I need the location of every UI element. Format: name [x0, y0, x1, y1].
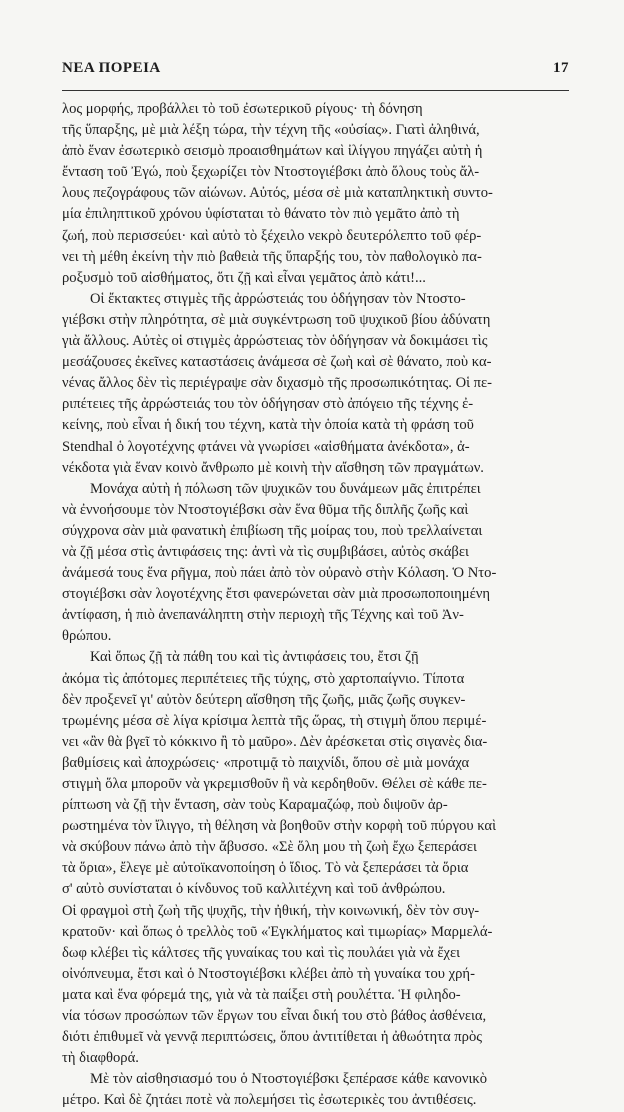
text-line: κείνης, ποὺ εἶναι ἡ δική του τέχνη, κατὰ τὴν ὁποία κατὰ τὴ φράση τοῦ — [62, 417, 474, 434]
text-line: νὰ σκύβουν πάνω ἀπὸ τὴν ἄβυσσο. «Σὲ ὅλη μου τὴ ζωὴ ἔχω ξεπεράσει — [62, 839, 477, 856]
text-line: διότι ἐπιθυμεῖ νὰ γεννᾷ περιπτώσεις, ὅπου ἀντιτίθεται ἡ ἀθωότητα πρὸς — [62, 1029, 483, 1046]
paragraph-start-line: Οἱ ἔκτακτες στιγμὲς τῆς ἀρρώστειάς του ὁδήγησαν τὸν Ντοστο- — [90, 290, 466, 307]
text-line: ριπέτειες τῆς ἀρρώστειάς του τὸν ὁδήγησαν στὸ ἀπόγειο τῆς τέχνης ἐ- — [62, 396, 474, 413]
text-line: τρωμένης μέσα σὲ λίγα κρίσιμα λεπτὰ τῆς ὥρας, τὴ στιγμὴ ὅπου περιμέ- — [62, 712, 487, 729]
text-line: νία τόσων προσώπων τῶν ἔργων του εἶναι δική του στὸ βάθος ἀσθένεια, — [62, 1008, 487, 1025]
paragraph-start-line: Μονάχα αὐτὴ ἡ πόλωση τῶν ψυχικῶν του δυνάμεων μᾶς ἐπιτρέπει — [90, 480, 481, 497]
text-line: στογιέβσκι σὰν λογοτέχνης ἔτσι φανερώνεται σὰν μιὰ προσωποποιημένη — [62, 586, 490, 603]
paragraph-start-line: Καὶ ὅπως ζῇ τὰ πάθη του καὶ τὶς ἀντιφάσεις του, ἔτσι ζῇ — [90, 649, 419, 666]
body-text — [62, 99, 569, 1112]
text-line: νὰ ζῇ μέσα στὶς ἀντιφάσεις της: ἀντὶ νὰ τὶς συμβιβάσει, αὐτὸς σκάβει — [62, 543, 469, 560]
text-line: βαθμίσεις καὶ ἀποχρώσεις· «προτιμᾷ τὸ παιχνίδι, ὅπου σὲ μιὰ μονάχα — [62, 754, 470, 771]
text-line: ρίπτωση νὰ ζῇ τὴν ἔνταση, σὰν τοὺς Καραμαζώφ, ποὺ διψοῦν ἀρ- — [62, 797, 448, 814]
text-line: νέκδοτα γιὰ ἕναν κοινὸ ἄνθρωπο μὲ κοινὴ τὴν αἴσθηση τῶν πραγμάτων. — [62, 459, 484, 476]
text-line: ἀκόμα τὶς ἀπότομες περιπέτειες τῆς τύχης, στὸ χαρτοπαίγνιο. Τίποτα — [62, 670, 465, 687]
text-line: Stendhal ὁ λογοτέχνης φτάνει νὰ γνωρίσει «αἰσθήματα ἀνέκδοτα», ἀ- — [62, 438, 470, 455]
text-line: στιγμὴ ὅλα μποροῦν νὰ γκρεμισθοῦν ἢ νὰ κερδηθοῦν. Θέλει σὲ κάθε πε- — [62, 776, 487, 792]
page-number: 17 — [553, 60, 569, 76]
text-line: οἰνόπνευμα, ἔτσι καὶ ὁ Ντοστογιέβσκι κλέβει ἀπὸ τὴ γυναίκα του χρή- — [62, 965, 475, 982]
text-line: λος μορφής, προβάλλει τὸ τοῦ ἐσωτερικοῦ ρίγους· τὴ δόνηση — [62, 101, 423, 117]
text-line: σ' αὐτὸ συνίσταται ὁ κίνδυνος τοῦ καλλιτέχνη καὶ τοῦ ἀνθρώπου. — [62, 881, 446, 898]
text-line: νει «ἂν θὰ βγεῖ τὸ κόκκινο ἢ τὸ μαῦρο». Δὲν ἀρέσκεται στὶς σιγανὲς δια- — [62, 733, 488, 750]
text-line: τῆς ὕπαρξης, μὲ μιὰ λέξη τώρα, τὴν τέχνη τῆς «οὐσίας». Γιατὶ ἀληθινά, — [62, 122, 480, 139]
text-line: νει τὴ μέθη ἐκείνη τὴν πιὸ βαθειὰ τῆς ὕπαρξής του, τὸν παθολογικὸ πα- — [62, 248, 482, 265]
paragraph-start-line: Μὲ τὸν αἰσθησιασμό του ὁ Ντοστογιέβσκι ξεπέρασε κάθε κανονικὸ — [90, 1071, 488, 1088]
text-line: ματα καὶ ἕνα φόρεμά της, γιὰ νὰ τὰ παίξει στὴ ρουλέττα. Ἡ φιληδο- — [62, 986, 461, 1003]
text-line: γιὰ ἄλλους. Αὐτὲς οἱ στιγμὲς ἀρρώστειας τὸν ὁδήγησαν νὰ δοκιμάσει τὶς — [62, 333, 488, 350]
text-line: Οἱ φραγμοὶ στὴ ζωὴ τῆς ψυχῆς, τὴν ἠθική, τὴν κοινωνική, δὲν τὸν συγ- — [62, 902, 480, 919]
text-line: ζωή, ποὺ περισσεύει· καὶ αὐτὸ τὸ ξέχειλο νεκρὸ δευτερόλεπτο τοῦ φέρ- — [62, 227, 482, 244]
text-line: θρώπου. — [62, 628, 112, 645]
header-rule — [62, 90, 569, 91]
text-line: δὲν προξενεῖ γι' αὐτὸν δεύτερη αἴσθηση τῆς ζωῆς, μιᾶς ζωῆς συγκεν- — [62, 691, 466, 708]
text-line: νὰ ἐννοήσουμε τὸν Ντοστογιέβσκι σὰν ἕνα θῦμα τῆς διπλῆς ζωῆς καὶ — [62, 501, 469, 518]
text-line: ροξυσμὸ τοῦ αἰσθήματος, ὅτι ζῇ καὶ εἶναι γεμᾶτος ἀπὸ κάτι!... — [62, 269, 426, 286]
text-line: ἀντίφαση, ἡ πιὸ ἀνεπανάληπτη στὴν περιοχὴ τῆς Τέχνης καὶ τοῦ Ἀν- — [62, 607, 464, 624]
text-line: τὴ διαφθορά. — [62, 1050, 139, 1067]
text-line: ρωστημένα τὸν ἴλιγγο, τὴ θέληση νὰ βοηθοῦν στὴν κορφὴ τοῦ πύργου καὶ — [62, 818, 496, 835]
text-line: ἔνταση τοῦ Ἐγώ, ποὺ ξεχωρίζει τὸν Ντοστογιέβσκι ἀπὸ ὅλους τοὺς ἄλ- — [62, 164, 480, 181]
text-line: τὰ ὅρια», ἔλεγε μὲ αὐτοϊκανοποίηση ὁ ἴδιος. Τὸ νὰ ξεπεράσει τὰ ὅρια — [62, 860, 469, 877]
text-line: νένας ἄλλος δὲν τὶς περιέγραψε σὰν διχασμὸ τῆς προσωπικότητας. Οἱ πε- — [62, 375, 493, 392]
text-line: μέτρο. Καὶ δὲ ζητάει ποτὲ νὰ πολεμήσει τὶς ἐσωτερικὲς του ἀντιθέσεις. — [62, 1092, 477, 1109]
text-line: κρατοῦν· καὶ ὅπως ὁ τρελλὸς τοῦ «Ἐγκλήματος καὶ τιμωρίας» Μαρμελά- — [62, 923, 493, 940]
journal-title: ΝΕΑ ΠΟΡΕΙΑ — [62, 60, 161, 76]
text-line: λους πεζογράφους τῶν αἰώνων. Αὐτός, μέσα σὲ μιὰ καταπληκτικὴ συντο- — [62, 185, 493, 202]
text-line: σύγχρονα σὰν μιὰ φανατικὴ ἐπιβίωση τῆς μοίρας του, ποὺ τρελλαίνεται — [62, 522, 483, 539]
text-line: ἀνάμεσά τους ἕνα ρῆγμα, ποὺ πάει ἀπὸ τὸν οὐρανὸ στὴν Κόλαση. Ὁ Ντο- — [62, 565, 497, 582]
text-line: ἀπὸ ἕναν ἐσωτερικὸ σεισμὸ προαισθημάτων καὶ ἰλίγγου πηγάζει αὐτὴ ἡ — [62, 143, 483, 160]
running-header — [62, 60, 569, 84]
text-line: γιέβσκι στὴν πληρότητα, σὲ μιὰ συγκέντρωση τοῦ ψυχικοῦ βίου ἀδύνατη — [62, 311, 491, 328]
text-line: δωφ κλέβει τὶς κάλτσες τῆς γυναίκας του καὶ τὶς πουλάει γιὰ νὰ ἔχει — [62, 944, 461, 961]
text-line: μία ἐπιληπτικοῦ χρόνου ὑφίσταται τὸ θάνατο τὸν πιὸ γεμᾶτο ἀπὸ τὴ — [62, 206, 460, 223]
text-line: μεσάζουσες ἐκεῖνες καταστάσεις ἀνάμεσα σὲ ζωὴ καὶ σὲ θάνατο, ποὺ κα- — [62, 354, 492, 371]
